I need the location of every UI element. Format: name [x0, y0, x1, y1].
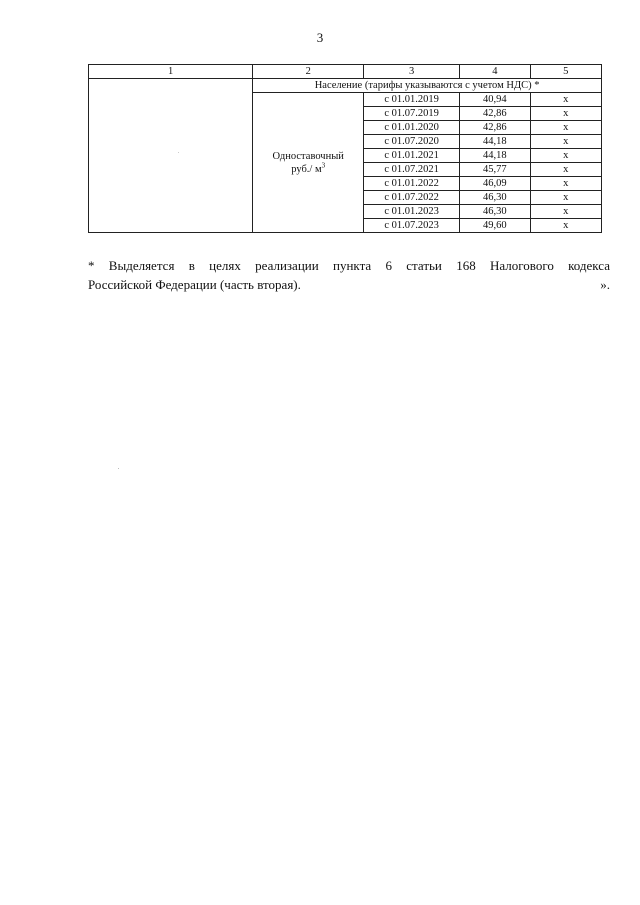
value-cell: 44,18 — [460, 135, 530, 149]
unit-measure — [257, 163, 359, 176]
date-cell: с 01.07.2023 — [364, 219, 460, 233]
mark-cell: x — [530, 149, 601, 163]
value-cell: 44,18 — [460, 149, 530, 163]
value-cell: 46,30 — [460, 191, 530, 205]
footnote-line-2-wrap — [88, 275, 610, 294]
date-cell: с 01.07.2019 — [364, 107, 460, 121]
header-cell-5: 5 — [530, 65, 601, 79]
tariff-table — [88, 64, 602, 233]
footnote-line-1: * Выделяется в целях реализации пункта 6 статьи 168 Налогового кодекса — [88, 258, 610, 273]
header-cell-4: 4 — [460, 65, 530, 79]
mark-cell: x — [530, 121, 601, 135]
group-title-row — [89, 79, 602, 93]
mark-cell: x — [530, 191, 601, 205]
value-cell: 46,09 — [460, 177, 530, 191]
unit-label: Одноставочный — [272, 150, 344, 162]
value-cell: 42,86 — [460, 121, 530, 135]
group-title: Население (тарифы указываются с учетом НДС) * — [253, 79, 602, 93]
date-cell: с 01.07.2022 — [364, 191, 460, 205]
date-cell: с 01.01.2019 — [364, 93, 460, 107]
footnote-line-2: Российской Федерации (часть вторая). — [88, 277, 301, 292]
value-cell: 46,30 — [460, 205, 530, 219]
margin-mark — [118, 468, 119, 469]
header-cell-3: 3 — [364, 65, 460, 79]
unit-cell — [253, 93, 364, 233]
unit-superscript: 3 — [321, 161, 326, 169]
header-cell-2: 2 — [253, 65, 364, 79]
mark-cell: x — [530, 177, 601, 191]
mark-cell: x — [530, 107, 601, 121]
date-cell: с 01.01.2022 — [364, 177, 460, 191]
footnote — [88, 256, 610, 294]
closing-quote: ». — [600, 277, 610, 292]
unit-measure-text: руб./ м — [291, 163, 322, 175]
header-cell-1: 1 — [89, 65, 253, 79]
value-cell: 45,77 — [460, 163, 530, 177]
mark-cell: x — [530, 219, 601, 233]
mark-cell: x — [530, 135, 601, 149]
stray-dot — [178, 152, 179, 153]
date-cell: с 01.07.2021 — [364, 163, 460, 177]
page-number: 3 — [316, 30, 324, 45]
table-header-row — [89, 65, 602, 79]
mark-cell: x — [530, 205, 601, 219]
date-cell: с 01.01.2021 — [364, 149, 460, 163]
value-cell: 49,60 — [460, 219, 530, 233]
date-cell: с 01.07.2020 — [364, 135, 460, 149]
value-cell: 42,86 — [460, 107, 530, 121]
date-cell: с 01.01.2020 — [364, 121, 460, 135]
blank-cell — [89, 79, 253, 233]
mark-cell: x — [530, 93, 601, 107]
mark-cell: x — [530, 163, 601, 177]
date-cell: с 01.01.2023 — [364, 205, 460, 219]
value-cell: 40,94 — [460, 93, 530, 107]
